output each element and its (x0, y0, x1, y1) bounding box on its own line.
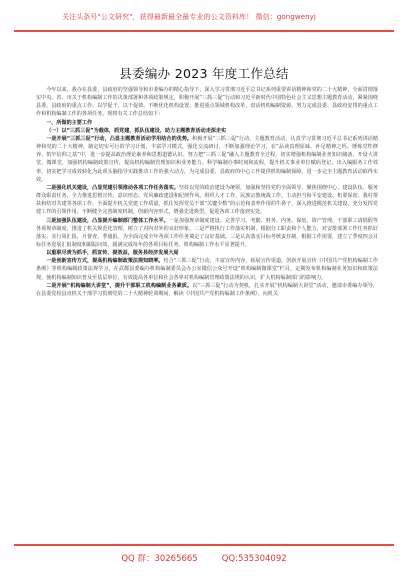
paragraph-5 (36, 282, 378, 298)
footer-qq: QQ:535304092 (221, 554, 287, 564)
document-body (36, 86, 378, 298)
banner-wechat: 微信：gongwenyj (255, 13, 316, 21)
banner-promo: 关注头条号"公文研究"，获得最新最全最专业的公文资料库！ (62, 13, 254, 21)
document-title: 县委编办 2023 年度工作总结 (119, 66, 289, 81)
paragraph-3-lead: 三是加强队伍建设，凸显提升编制部门整体工作水平。 (46, 217, 169, 224)
paragraph-1-body: 积极开展“三抓三促”行动，主题教育活动，认真学习贯彻习近平总书记系列讲话精神和党的二十大精神，制定切实可行的学习计划，丰富学习模式，强化交流研讨，不断加强理论学习，在“品读真理原味、补足精神之钙、锤炼党性修养、筑牢信仰之基”中，进一步提高政治理论素养和思想道德认识。努力把“三抓三促”融入主题教育全过程，切实增强机构编制业务知识储备，开设大讲堂、微课堂，加强机构编制政策宣传，提高机构编制管理知识和业务能力。科学编制办事时间和流程，提升机关事业单位赋码登记、出入编服务工作效率，切实把学习成效转化为此项头脑指导实践推动工作的强大动力，为完成县委、县政府的中心工作提供机构编制保障，进一步完全主题教育活动取得实效。 (36, 135, 379, 183)
bottom-divider (14, 544, 394, 546)
paragraph-1-lead: 一是开展“三抓三促”行动，凸显主题教育活动学用结合的优势。 (46, 135, 193, 142)
paragraph-2-lead: 二是强化机关建设，凸显党建引领推动各项工作任务落实。 (46, 184, 179, 191)
paragraph-1 (36, 135, 378, 184)
footer-contact (0, 552, 408, 564)
top-divider (14, 30, 394, 32)
intro-paragraph: 今年以来，我办在县委、县政府的坚强领导和市委编办的精心指导下，深入学习贯彻习近平总书记系列重要讲话精神和党的二十大精神，全面贯彻落实中央、省、市关于机构编制工作的决策部署和各项政策规定，积极开展“三抓三促”行动和习近平新时代中国特色社会主义思想主题教育活动，紧紧围绕县委、县政府的重点工作，以学促干，以干促效，不断优化机构设置，推进重点领域机构改革，盘活机构编制资源，努力完成县委、县政府安排的重点工作和机构编制工作的各项任务。现将有关工作总结如下： (36, 87, 378, 118)
paragraph-4 (36, 257, 378, 281)
paragraph-5-lead: 二是开展“机构编制大讲堂”，提升干部职工机构编制业务素质。 (46, 282, 193, 289)
paragraph-2-body: 坚持以党的政治建设为统领，加强和坚持党的全面领导，聚焦围绕中心、建设队伍、服务群众职责任务，全力推进思想宣传、意识形态、党风廉政建设和纪律作风、组织人才工作、民族宗教统战工作、主动担当和平安建设、机要保密、我村帮扶和结对共建等各项工作，全面提升机关党建工作质量。抓住发挥党员干部“关键少数”的示范和表率作用的牛鼻子，深入推进模范机关建设，充分发挥党建工作的引领作用，不断健全完善制度机制，创新内容形式，增强先进典型，促进各项工作落到实处。 (36, 184, 378, 216)
footer-qq-group: QQ 群：30265665 (121, 554, 198, 564)
subsection-heading-1: （一）以“三抓三促”为载体，抓党建、抓队伍建设，助力主题教育活动走深走实 (46, 127, 227, 134)
section-heading-1: 一、所做的主要工作 (46, 119, 93, 126)
banner-text (62, 12, 362, 22)
paragraph-3-body: 一是加强规章制度建设。完善学习、考勤、财务、内务、保密、资产管理、干部职工请销假等各项规章制度，推进了机关规范化管理，树立了对内对外的良好形象。二是严格执行工作落实机制，根据分工职责和个人能力，对安排部署工作任务抓好落实，实行周汇报，月督查，季通报，为全面完成全年各项工作任务奠定了良好基础。三是认真落实目标考核责任制，根据工作需要，建立了季度四会目标任务进展汇报制度和跟踪问效，圆满完成每年的各项目标任务。机构编制工作水平显著提升。 (36, 217, 378, 248)
paragraph-3 (36, 217, 378, 250)
subsection-heading-2: 以重职尽责为抓手，抓宣传、提效益，服务县经济发展大局 (46, 250, 179, 257)
paragraph-2 (36, 184, 378, 217)
top-banner (0, 0, 408, 30)
paragraph-5-body: 以“三抓三促”行动为契机，扎实开展“机构编制大讲堂”活动，邀请市委编办领导，在县委党校县直机关干部学习贯彻党的二十大精神轮训期间，解读《中国共产党机构编制工作条例》，向机关 (36, 282, 379, 297)
paragraph-4-body: 结合“三抓三促”行动，丰富宣传内容，拓展宣传渠道，创新开展宣传《中国共产党机构编制工作条例》等机构编制政策法规学习，在武都县委编办机构编制委员会办公室微信公众号开设“机构编制微课堂”栏目，定期发布机构编制业务知识和政策法规，使机构编制知识普及至基层单位，有效提高各单位和社会各界对机构编制管理政策法规的认识，扩大机构编制部门的影响力。 (36, 258, 378, 281)
paragraph-4-lead: 一是创新宣传方式，提高机构编制政策法规知晓率。 (46, 258, 164, 265)
